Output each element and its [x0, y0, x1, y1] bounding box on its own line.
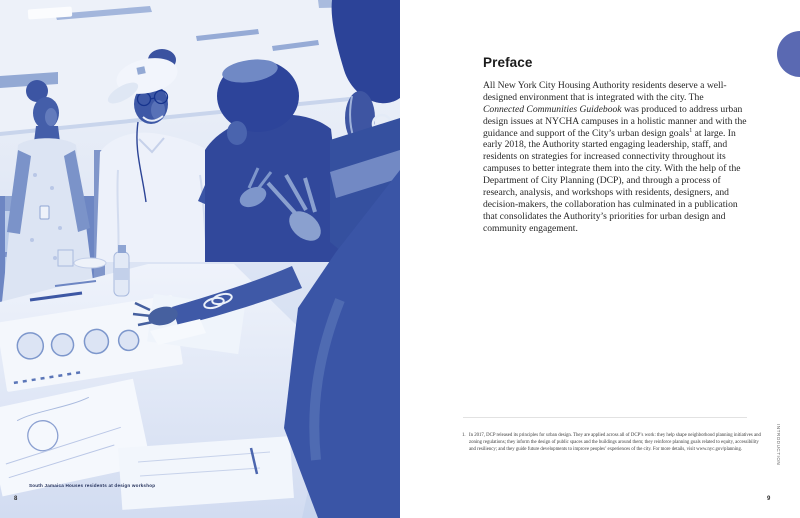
paragraph-segment: at large. In early 2018, the Authority started engaging leadership, staff, and residents on strategies for increased connectivity throughout its campuses to better integrate them into the city. With the help of the Department of City Planning (DCP), and through a process of research, analysis, and workshops with residents, designers, and decision-makers, the collaboration has culminated in a publication that consolidates the Authority’s priorities for urban design and community engagement.: [483, 127, 741, 234]
footnote-text: In 2017, DCP released its principles for urban design. They are applied across all of DCP’s work: they help shape neighborhood planning initiatives and zoning regulations; they inform the design of public spaces and the buildings around them; they reinforce planning goals related to equity, accessibility and resiliency; and they guide future developments to improve peoples’ experiences of the city. For more details, visit www.nyc.gov/planning.: [469, 433, 761, 453]
preface-column: [483, 55, 747, 244]
footnote-reference-mark: 1: [689, 127, 693, 134]
preface-heading: Preface: [483, 55, 533, 70]
footnote-rule: [463, 417, 747, 418]
right-page: [400, 0, 800, 518]
page-number-left: 8: [14, 496, 18, 502]
guidebook-title-italic: Connected Communities Guidebook: [483, 103, 622, 115]
footnote: [462, 432, 764, 454]
paragraph-segment: All New York City Housing Authority residents deserve a well-designed environment that is integrated with the city. The: [483, 80, 727, 103]
footnote-number: 1.: [462, 433, 466, 438]
sidebar-vertical-label: INTRODUCTION: [776, 424, 781, 466]
paragraph-segment: was produced to address urban design issues at NYCHA campuses in a holistic manner and with the guidance and support of the City’s urban design goals: [483, 103, 747, 139]
page-number-right: 9: [767, 496, 771, 502]
preface-paragraph: [483, 80, 747, 235]
accent-circle: [777, 31, 800, 77]
photo-caption: South Jamaica Houses residents at design workshop: [29, 483, 156, 488]
